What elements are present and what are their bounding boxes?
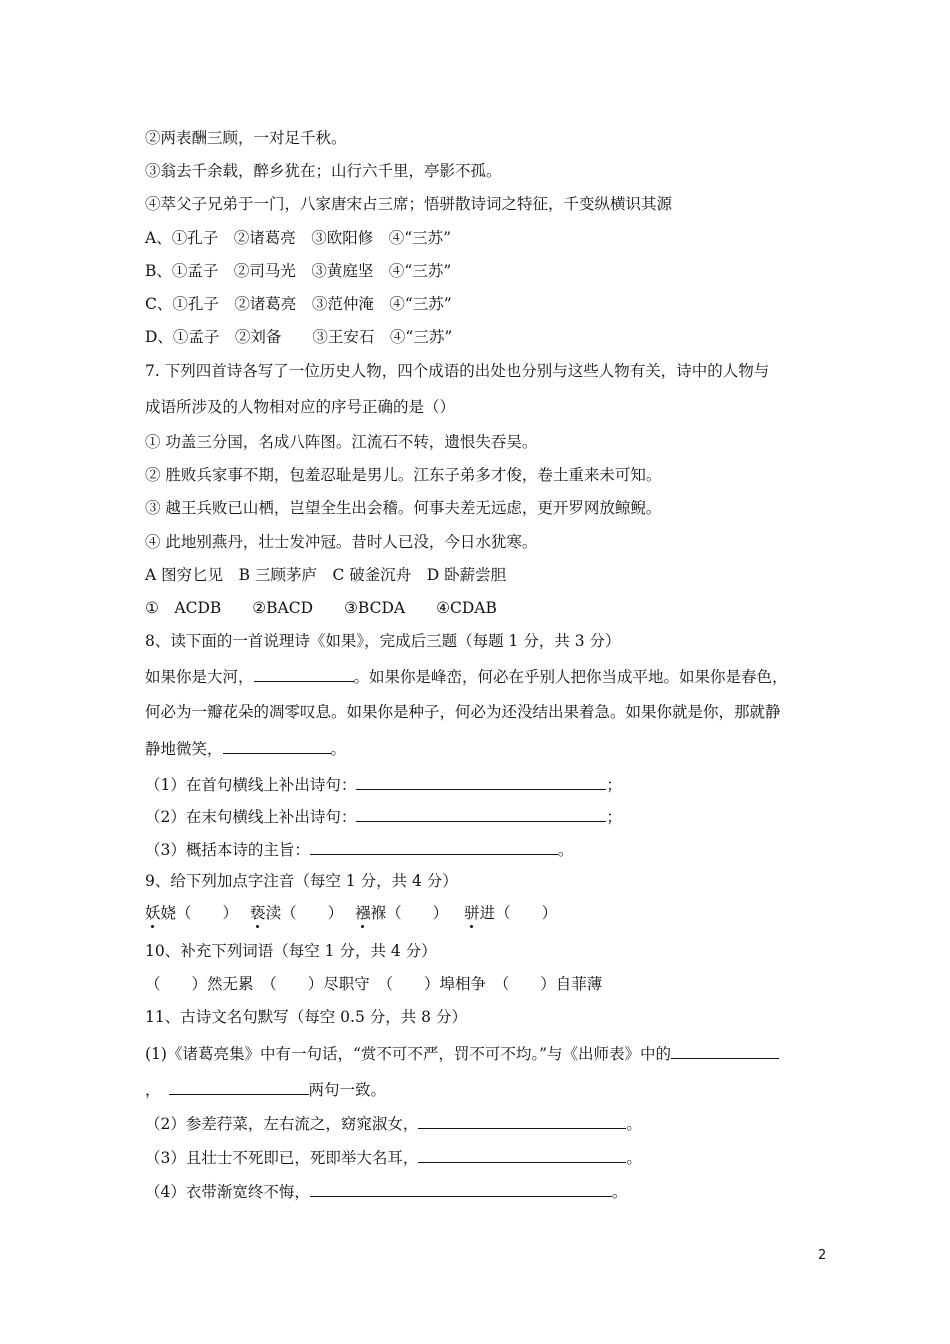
answer-blank[interactable]: [671, 1043, 779, 1059]
q9-word: [145, 904, 238, 922]
q7-poem-2: ② 胜败兵家事不期，包羞忍耻是男儿。江东子弟多才俊，卷土重来未可知。: [145, 466, 662, 484]
q9-dotted-char: 亵: [250, 904, 266, 922]
q6-option-d: D、①孟子 ②刘备 ③王安石 ④“三苏”: [145, 328, 453, 346]
answer-blank[interactable]: [310, 1181, 612, 1197]
q11-sub-1: [145, 1043, 779, 1064]
q7-idioms: A 图穷匕见 B 三顾茅庐 C 破釜沉舟 D 卧薪尝胆: [145, 566, 507, 584]
q6-line-4: ④萃父子兄弟于一门，八家唐宋占三席；悟骈散诗词之特征，千变纵横识其源: [145, 195, 673, 213]
q8-sub-1: [145, 774, 622, 795]
q9-char: 进: [479, 904, 496, 922]
q11-sub-end: 。: [611, 1183, 628, 1201]
q9-dotted-char: 妖: [145, 904, 161, 922]
q8-poem-text: 。: [330, 740, 347, 758]
q7-poem-4: ④ 此地别燕丹，壮士发冲冠。昔时人已没，今日水犹寒。: [145, 533, 538, 551]
q6-line-3: ③翁去千余载，醉乡犹在；山行六千里，亭影不孤。: [145, 162, 502, 180]
pinyin-blank[interactable]: （ ）: [281, 904, 344, 922]
pinyin-blank[interactable]: （ ）: [495, 904, 558, 922]
q11-sub-2: [145, 1113, 642, 1134]
q11-sub-text: 两句一致。: [308, 1081, 387, 1099]
q8-sub-label: （2）在末句横线上补出诗句：: [145, 808, 357, 826]
answer-blank[interactable]: [254, 666, 354, 682]
q9-dotted-char: 襁: [355, 904, 371, 922]
q9-title: 9、给下列加点字注音（每空 1 分，共 4 分）: [145, 872, 458, 890]
q8-poem-line-1: [145, 666, 788, 687]
q11-sub-label: (1)《诸葛亮集》中有一句话，“赏不可不严，罚不可不均。”与《出师表》中的: [145, 1045, 672, 1063]
q9-word: [250, 904, 343, 922]
answer-blank[interactable]: [223, 738, 331, 754]
answer-blank[interactable]: [169, 1079, 309, 1095]
q11-sub-text: ，: [145, 1081, 161, 1099]
q8-sub-end: ；: [606, 808, 622, 826]
q8-poem-line-3: [145, 738, 346, 759]
q10-title: 10、补充下列词语（每空 1 分，共 4 分）: [145, 942, 437, 960]
q9-word: [355, 904, 448, 922]
q8-poem-text: 如果你是大河，: [145, 668, 254, 686]
q8-sub-end: 。: [557, 841, 574, 859]
q9-words: [145, 903, 557, 923]
q7-poem-1: ① 功盖三分国，名成八阵图。江流石不转，遗恨失吞吴。: [145, 433, 538, 451]
q6-line-2: ②两表酬三顾，一对足千秋。: [145, 129, 347, 147]
q8-poem-text: 。如果你是峰峦，何必在乎别人把你当成平地。如果你是春色，: [353, 668, 788, 686]
answer-blank[interactable]: [310, 839, 558, 855]
q9-char: 渎: [265, 904, 282, 922]
answer-blank[interactable]: [418, 1113, 626, 1129]
q8-sub-label: （1）在首句横线上补出诗句：: [145, 776, 357, 794]
q11-sub-end: 。: [626, 1115, 642, 1133]
q11-sub-label: （3）且壮士不死即已，死即举大名耳，: [145, 1149, 419, 1167]
answer-blank[interactable]: [356, 806, 606, 822]
q11-title: 11、古诗文名句默写（每空 0.5 分，共 8 分）: [145, 1008, 467, 1026]
q11-sub-label: （4）衣带渐宽终不悔，: [145, 1183, 310, 1201]
q8-sub-label: （3）概括本诗的主旨：: [145, 841, 310, 859]
pinyin-blank[interactable]: （ ）: [176, 904, 239, 922]
answer-blank[interactable]: [418, 1147, 626, 1163]
q6-option-a: A、①孔子 ②诸葛亮 ③欧阳修 ④“三苏”: [145, 229, 452, 247]
q7-stem-line-1: 7. 下列四首诗各写了一位历史人物，四个成语的出处也分别与这些人物有关，诗中的人物与: [145, 362, 770, 380]
q11-sub-1-cont: [145, 1079, 386, 1100]
q11-sub-3: [145, 1147, 642, 1168]
q7-choices: ① ACDB ②BACD ③BCDA ④CDAB: [145, 599, 497, 617]
q7-poem-3: ③ 越王兵败已山栖，岂望全生出会稽。何事夫差无远虑，更开罗网放鲸鲵。: [145, 499, 662, 517]
q10-items: （ ）然无累 （ ）尽职守 （ ）埠相争 （ ）自菲薄: [145, 975, 603, 993]
q9-char: 褓: [370, 904, 387, 922]
q9-char: 娆: [160, 904, 177, 922]
q9-word: [464, 904, 557, 922]
q6-option-b: B、①孟子 ②司马光 ③黄庭坚 ④“三苏”: [145, 262, 452, 280]
q11-sub-4: [145, 1181, 627, 1202]
q8-poem-line-2: 何必为一瓣花朵的凋零叹息。如果你是种子，何必为还没结出果着急。如果你就是你，那就静: [145, 703, 781, 721]
answer-blank[interactable]: [356, 774, 606, 790]
q8-sub-3: [145, 839, 573, 860]
q11-sub-label: （2）参差荇菜，左右流之，窈窕淑女，: [145, 1115, 419, 1133]
q8-sub-end: ；: [606, 776, 622, 794]
pinyin-blank[interactable]: （ ）: [386, 904, 449, 922]
q8-title: 8、读下面的一首说理诗《如果》，完成后三题（每题 1 分，共 3 分）: [145, 632, 621, 650]
page-number: 2: [818, 1248, 827, 1263]
q6-option-c: C、①孔子 ②诸葛亮 ③范仲淹 ④“三苏”: [145, 295, 452, 313]
q8-poem-text: 静地微笑，: [145, 740, 223, 758]
q8-sub-2: [145, 806, 622, 827]
q9-dotted-char: 骈: [464, 904, 480, 922]
q11-sub-end: 。: [626, 1149, 642, 1167]
q7-stem-line-2: 成语所涉及的人物相对应的序号正确的是（）: [145, 398, 456, 416]
